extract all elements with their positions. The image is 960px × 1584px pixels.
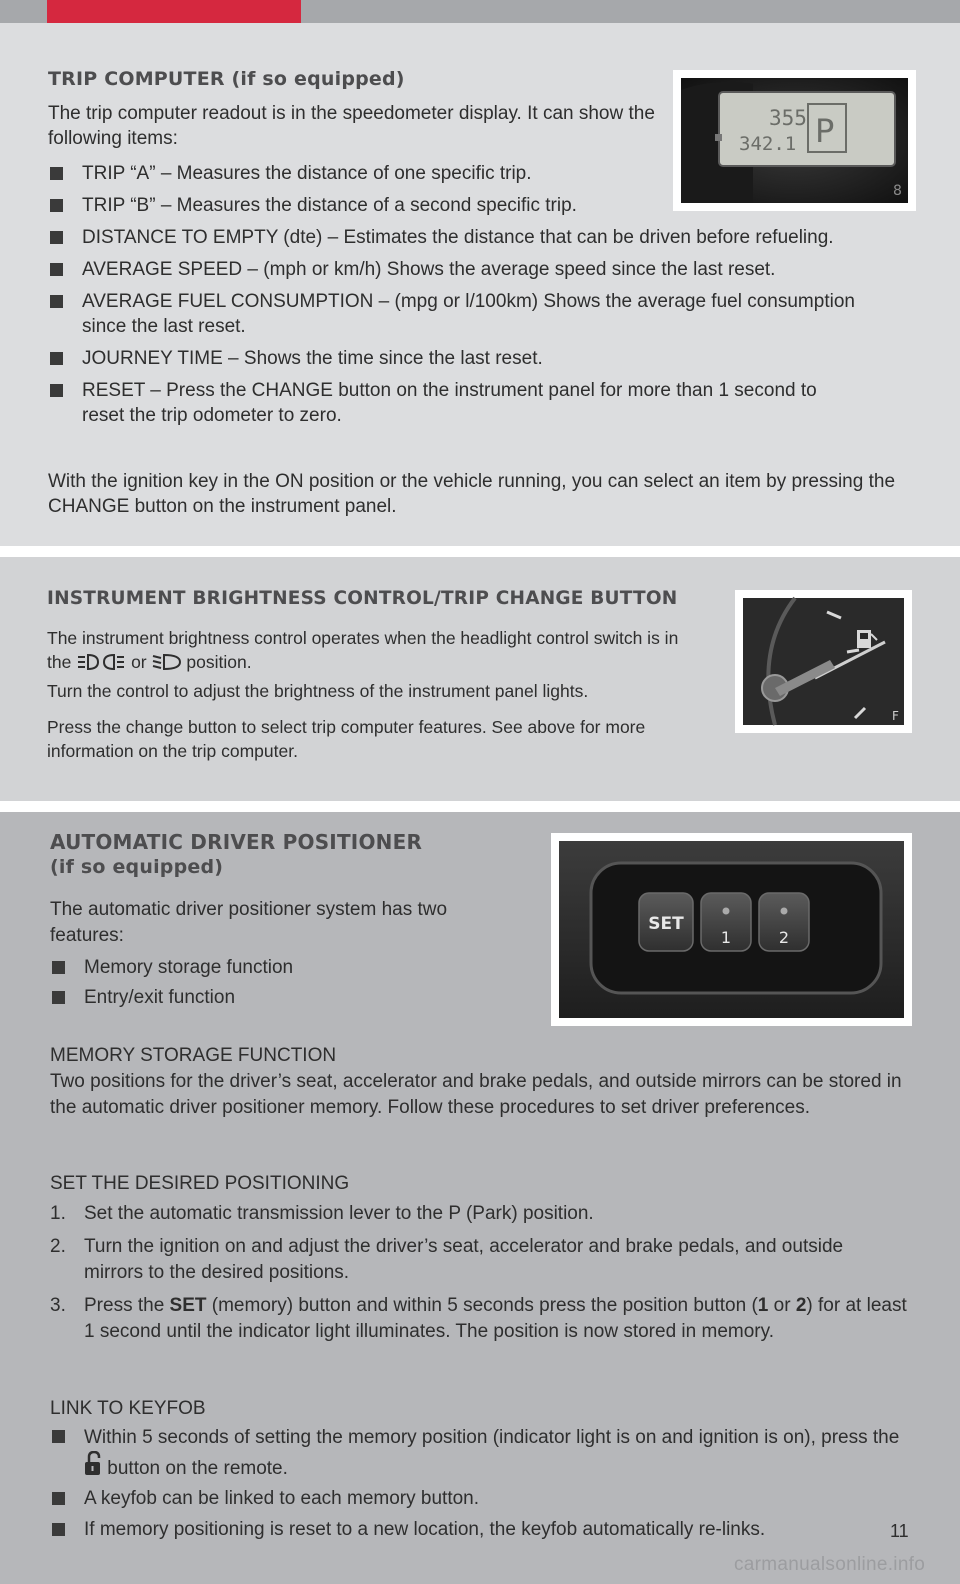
set-positioning-title: SET THE DESIRED POSITIONING <box>50 1173 350 1194</box>
trip-computer-section <box>0 23 960 546</box>
trip-computer-footer: With the ignition key in the ON position or the vehicle running, you can select an item by pressing the CHANGE button on the instrument panel. <box>48 471 896 517</box>
list-item: RESET – Press the CHANGE button on the instrument panel for more than 1 second to reset the trip odometer to zero. <box>48 378 908 428</box>
list-item: 2. Turn the ignition on and adjust the driver’s seat, accelerator and brake pedals, and outside mirrors to the desired positions. <box>50 1236 844 1283</box>
set-label: SET <box>169 1295 207 1316</box>
brightness-control-illustration <box>735 590 912 733</box>
parking-lights-icon <box>76 653 126 671</box>
driver-positioner-section <box>0 812 960 1584</box>
trip-computer-heading: TRIP COMPUTER (if so equipped) <box>48 68 405 90</box>
positioner-subheading: (if so equipped) <box>50 856 224 878</box>
trip-display-photo <box>673 70 916 211</box>
memory-storage-title: MEMORY STORAGE FUNCTION <box>50 1045 337 1066</box>
memory-1-button-label: 1 <box>720 928 732 947</box>
positioner-features <box>50 955 520 1010</box>
headlight-icon <box>152 653 182 671</box>
list-item: TRIP “A” – Measures the distance of one specific trip. <box>48 161 908 186</box>
brightness-paragraph-3: Press the change button to select trip computer features. See above for more information on the trip computer. <box>47 717 646 761</box>
set-positioning-steps <box>50 1201 910 1345</box>
list-item: AVERAGE SPEED – (mph or km/h) Shows the average speed since the last reset. <box>48 257 908 282</box>
list-item: Memory storage function <box>50 955 520 980</box>
list-item: JOURNEY TIME – Shows the time since the last reset. <box>48 346 908 371</box>
brightness-section <box>0 557 960 801</box>
list-item: 3. Press the SET (memory) button and within 5 seconds press the position button (1 or 2) for at least 1 second until the indicator light illuminates. The position is now stored in memory. <box>50 1295 907 1342</box>
unlock-icon <box>84 1451 102 1477</box>
list-item: Entry/exit function <box>50 985 520 1010</box>
brightness-heading: INSTRUMENT BRIGHTNESS CONTROL/TRIP CHANGE BUTTON <box>47 588 678 609</box>
brightness-control-photo <box>735 590 912 733</box>
memory-2-button-label: 2 <box>778 928 790 947</box>
brightness-paragraph-1: The instrument brightness control operates when the headlight control switch is in the or position. <box>47 628 679 672</box>
positioner-heading: AUTOMATIC DRIVER POSITIONER <box>50 830 423 854</box>
list-item: DISTANCE TO EMPTY (dte) – Estimates the distance that can be driven before refueling. <box>48 225 908 250</box>
list-item: A keyfob can be linked to each memory button. <box>50 1486 910 1511</box>
trip-display-illustration <box>673 70 916 211</box>
list-item: 1. Set the automatic transmission lever to the P (Park) position. <box>50 1203 594 1224</box>
link-keyfob-title: LINK TO KEYFOB <box>50 1398 206 1419</box>
list-item: AVERAGE FUEL CONSUMPTION – (mpg or l/100km) Shows the average fuel consumption since the last reset. <box>48 289 908 339</box>
gear-indicator: P <box>815 112 835 150</box>
top-bar-accent <box>47 0 301 23</box>
list-item: TRIP “B” – Measures the distance of a second specific trip. <box>48 193 908 218</box>
memory-buttons-photo <box>551 833 912 1026</box>
memory-storage-text: Two positions for the driver’s seat, accelerator and brake pedals, and outside mirrors can be stored in the automatic driver positioner memory. Follow these procedures to set driver preferences. <box>50 1071 902 1118</box>
top-bar <box>0 0 960 23</box>
page-number: 11 <box>890 1521 909 1541</box>
watermark: carmanualsonline.info <box>734 1554 926 1575</box>
memory-buttons-illustration <box>551 833 912 1026</box>
svg-text:F: F <box>892 709 899 723</box>
link-keyfob-items <box>50 1424 910 1542</box>
trip-computer-intro: The trip computer readout is in the speedometer display. It can show the following items: <box>48 103 655 149</box>
list-item: Within 5 seconds of setting the memory position (indicator light is on and ignition is on), press the button on the remote. <box>50 1424 910 1482</box>
list-item: If memory positioning is reset to a new location, the keyfob automatically re-links. <box>50 1517 910 1542</box>
odometer-line1: 355 <box>769 106 807 130</box>
speedometer-corner-number: 8 <box>893 183 902 199</box>
positioner-intro: The automatic driver positioner system has two features: <box>50 899 448 946</box>
odometer-line2: 342.1 <box>739 133 797 155</box>
brightness-paragraph-2: Turn the control to adjust the brightness of the instrument panel lights. <box>47 681 589 701</box>
set-button-label: SET <box>648 914 684 934</box>
